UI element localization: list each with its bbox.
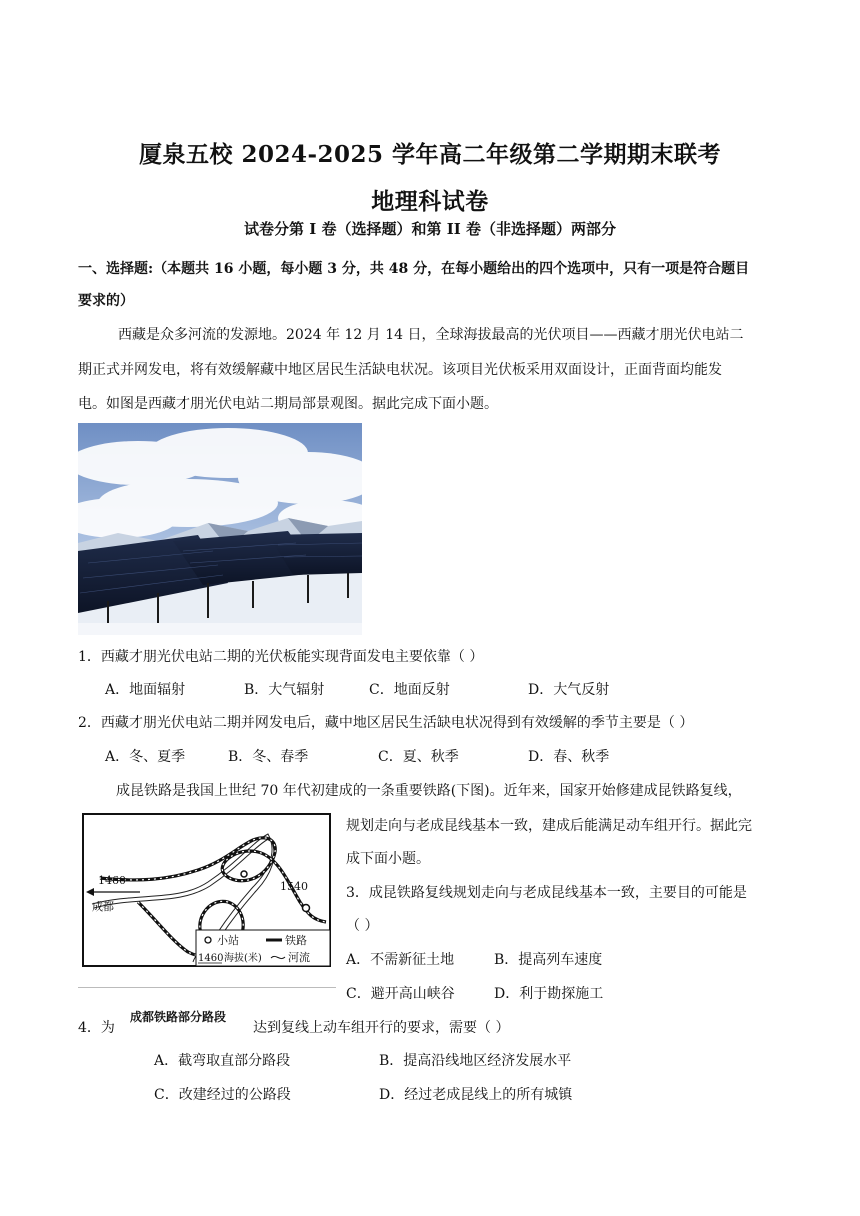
q4-option-c[interactable]: C．改建经过的公路段 (154, 1087, 291, 1103)
chengkun-railway-map (78, 812, 336, 988)
q1-option-c[interactable]: C．地面反射 (369, 682, 450, 698)
passage2-line2: 规划走向与老成昆线基本一致，建成后能满足动车组开行。据此完 (346, 818, 752, 834)
q4-option-a[interactable]: A．截弯取直部分路段 (154, 1053, 291, 1069)
exam-title: 厦泉五校 2024-2025 学年高二年级第二学期期末联考 (138, 141, 722, 168)
q2-option-d[interactable]: D．春、秋季 (528, 749, 610, 765)
q4-prefix: 4．为 (78, 1020, 115, 1036)
elevation-label-right: 1540 (280, 880, 308, 893)
legend-station-label: 小站 (217, 934, 239, 947)
solar-station-photo (78, 423, 362, 635)
passage1-line1: 西藏是众多河流的发源地。2024 年 12 月 14 日，全球海拔最高的光伏项目——西藏才朋光伏电站二 (118, 327, 744, 343)
q1-stem: 1．西藏才朋光伏电站二期的光伏板能实现背面发电主要依靠（ ） (78, 649, 484, 665)
q3-stem: 3．成昆铁路复线规划走向与老成昆线基本一致，主要目的可能是 (346, 885, 747, 901)
section-heading-line1: 一、选择题:（本题共 16 小题，每小题 3 分，共 48 分，在每小题给出的四个选项中，只有一项是符合题目 (78, 261, 750, 277)
q4-stem-suffix: 达到复线上动车组开行的要求，需要（ ） (253, 1020, 510, 1036)
q2-option-c[interactable]: C．夏、秋季 (378, 749, 459, 765)
q4-inline-map-label: 成都铁路部分路段 (130, 1010, 227, 1024)
city-label-chengdu: 成都 (92, 900, 114, 913)
station-marker (303, 905, 310, 912)
q1-option-b[interactable]: B．大气辐射 (244, 682, 325, 698)
q3-option-d[interactable]: D．利于勘探施工 (494, 986, 604, 1002)
q2-option-a[interactable]: A．冬、夏季 (105, 749, 186, 765)
q1-option-d[interactable]: D．大气反射 (528, 682, 610, 698)
elevation-label-left: 1460 (98, 874, 126, 887)
divider-line (78, 987, 336, 988)
q1-option-a[interactable]: A．地面辐射 (105, 682, 186, 698)
passage1-line3: 电。如图是西藏才朋光伏电站二期局部景观图。据此完成下面小题。 (78, 396, 498, 412)
legend-river-label: 河流 (288, 951, 310, 964)
passage1-line2: 期正式并网发电，将有效缓解藏中地区居民生活缺电状况。该项目光伏板采用双面设计，正面背面均能发 (78, 362, 722, 378)
legend-railway-label: 铁路 (285, 934, 307, 947)
section-heading-line2: 要求的） (78, 293, 134, 309)
q2-stem: 2．西藏才朋光伏电站二期并网发电后，藏中地区居民生活缺电状况得到有效缓解的季节主要是（ ） (78, 715, 694, 731)
q3-answer-paren: （ ） (346, 918, 379, 934)
q3-option-c[interactable]: C．避开高山峡谷 (346, 986, 455, 1002)
q4-option-b[interactable]: B．提高沿线地区经济发展水平 (379, 1053, 572, 1069)
passage2-line3: 成下面小题。 (346, 851, 430, 867)
q4-option-d[interactable]: D．经过老成昆线上的所有城镇 (379, 1087, 573, 1103)
legend-elevation-value: 1460 (198, 953, 224, 964)
passage2-line1: 成昆铁路是我国上世纪 70 年代初建成的一条重要铁路(下图)。近年来，国家开始修建成昆铁路复线， (116, 783, 742, 799)
q3-option-b[interactable]: B．提高列车速度 (494, 952, 603, 968)
paper-structure-note: 试卷分第 I 卷（选择题）和第 II 卷（非选择题）两部分 (244, 220, 616, 238)
q3-option-a[interactable]: A．不需新征土地 (346, 952, 455, 968)
station-marker (241, 871, 247, 877)
legend-station-icon (205, 937, 211, 943)
subject-title: 地理科试卷 (371, 188, 489, 215)
q2-option-b[interactable]: B．冬、春季 (228, 749, 309, 765)
legend-elevation-label: 海拔(米) (224, 953, 262, 964)
